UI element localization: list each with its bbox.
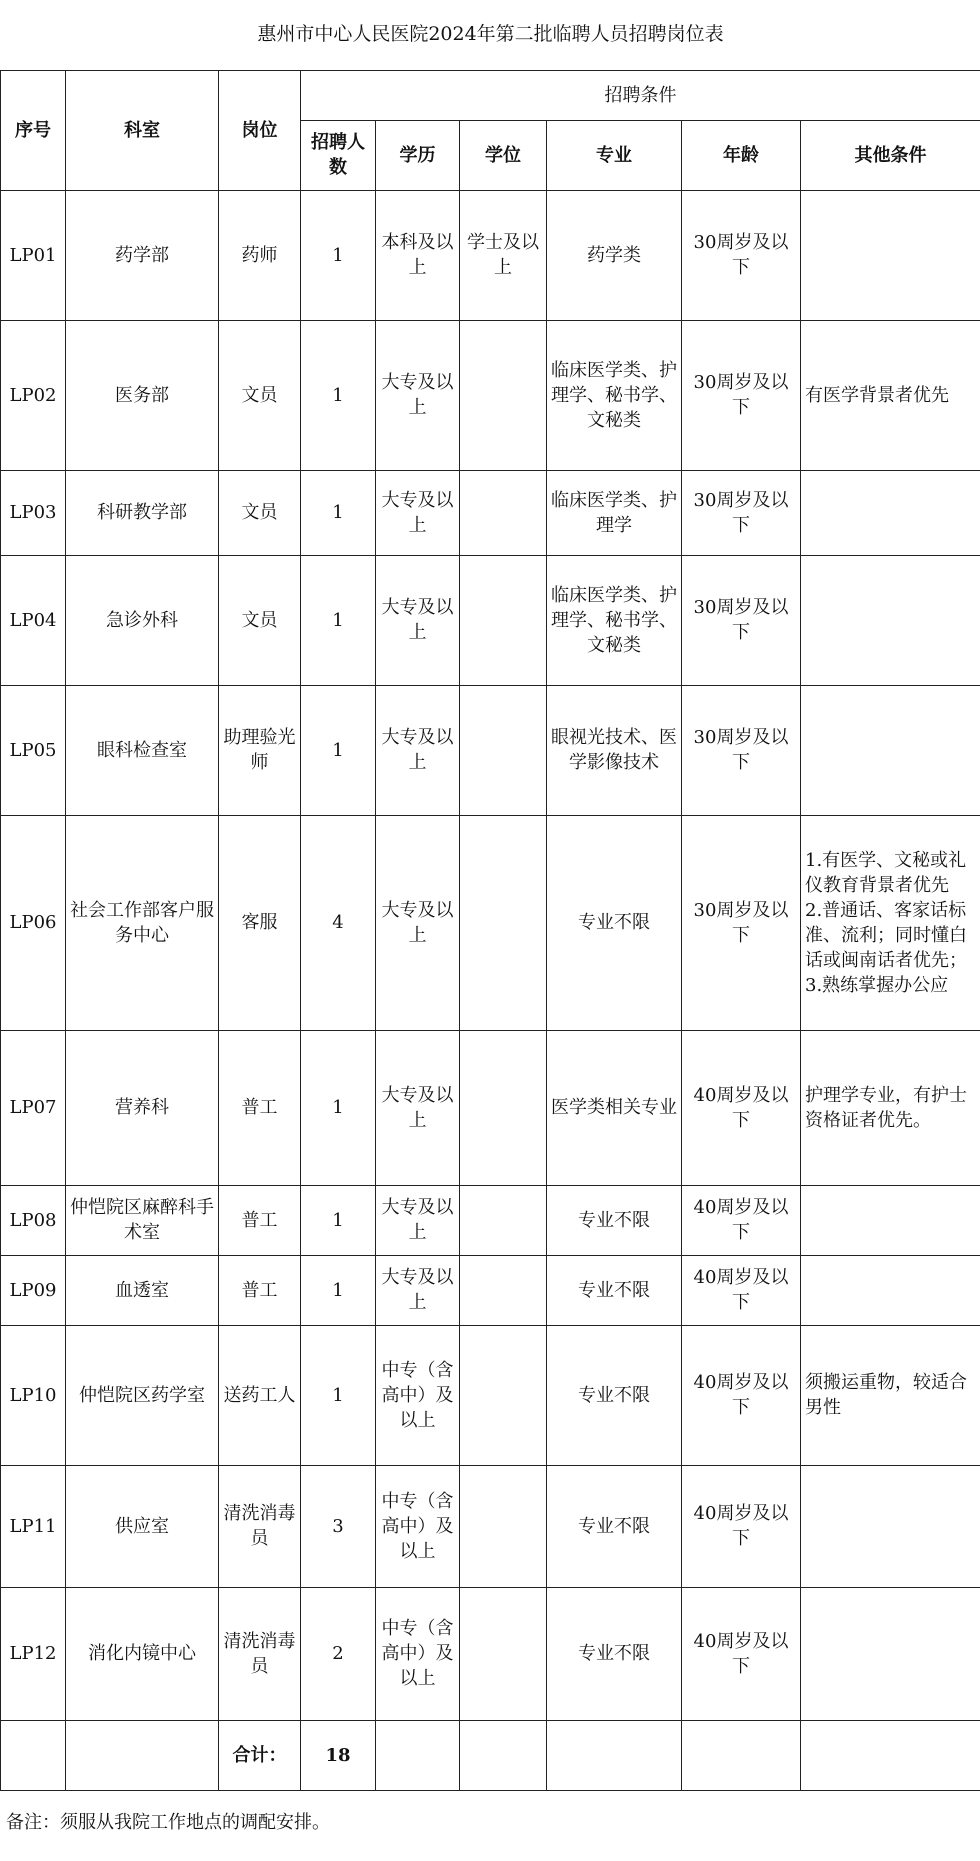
cell-other [801,1255,980,1325]
cell-post: 文员 [219,320,301,470]
cell-other: 1.有医学、文秘或礼仪教育背景者优先 2.普通话、客家话标准、流利；同时懂白话或闽南话者优先； 3.熟练掌握办公应 [801,815,980,1030]
cell-dept: 医务部 [66,320,219,470]
cell-degree [460,815,547,1030]
cell-major: 临床医学类、护理学 [547,470,682,555]
table-row [1,190,980,320]
cell-degree [460,1185,547,1255]
cell-edu: 中专（含高中）及以上 [376,1325,460,1465]
cell-dept: 仲恺院区麻醉科手术室 [66,1185,219,1255]
cell-seq: LP12 [1,1587,66,1720]
cell-other [801,470,980,555]
empty-cell [682,1720,801,1790]
table-row [1,555,980,685]
cell-post: 普工 [219,1185,301,1255]
cell-edu: 大专及以上 [376,685,460,815]
header-other: 其他条件 [801,120,980,190]
cell-major: 专业不限 [547,1465,682,1587]
cell-major: 临床医学类、护理学、秘书学、文秘类 [547,555,682,685]
empty-cell [801,1720,980,1790]
cell-other: 护理学专业，有护士资格证者优先。 [801,1030,980,1185]
cell-age: 40周岁及以下 [682,1587,801,1720]
cell-post: 送药工人 [219,1325,301,1465]
cell-age: 40周岁及以下 [682,1465,801,1587]
cell-count: 1 [301,1255,376,1325]
table-row [1,1325,980,1465]
cell-count: 1 [301,190,376,320]
cell-dept: 消化内镜中心 [66,1587,219,1720]
cell-count: 1 [301,1030,376,1185]
cell-seq: LP05 [1,685,66,815]
cell-age: 40周岁及以下 [682,1030,801,1185]
cell-count: 1 [301,470,376,555]
empty-cell [547,1720,682,1790]
cell-edu: 中专（含高中）及以上 [376,1587,460,1720]
cell-dept: 急诊外科 [66,555,219,685]
cell-seq: LP11 [1,1465,66,1587]
header-seq: 序号 [1,70,66,190]
cell-post: 普工 [219,1255,301,1325]
title-row [1,0,980,70]
table-row [1,1030,980,1185]
cell-major: 医学类相关专业 [547,1030,682,1185]
cell-dept: 营养科 [66,1030,219,1185]
cell-degree [460,470,547,555]
cell-age: 40周岁及以下 [682,1325,801,1465]
cell-degree [460,1030,547,1185]
cell-other [801,1587,980,1720]
header-conditions: 招聘条件 [301,70,980,120]
header-count: 招聘人数 [301,120,376,190]
header-age: 年龄 [682,120,801,190]
cell-other: 须搬运重物，较适合男性 [801,1325,980,1465]
cell-major: 专业不限 [547,1255,682,1325]
cell-edu: 本科及以上 [376,190,460,320]
cell-edu: 大专及以上 [376,555,460,685]
cell-post: 文员 [219,555,301,685]
cell-seq: LP06 [1,815,66,1030]
cell-seq: LP10 [1,1325,66,1465]
empty-cell [376,1720,460,1790]
cell-post: 助理验光师 [219,685,301,815]
cell-other [801,1465,980,1587]
cell-edu: 大专及以上 [376,470,460,555]
table-row [1,815,980,1030]
cell-degree [460,1255,547,1325]
table-title: 惠州市中心人民医院2024年第二批临聘人员招聘岗位表 [1,0,980,70]
cell-major: 专业不限 [547,1325,682,1465]
cell-degree [460,685,547,815]
cell-count: 2 [301,1587,376,1720]
cell-degree [460,1325,547,1465]
cell-major: 眼视光技术、医学影像技术 [547,685,682,815]
cell-edu: 大专及以上 [376,1255,460,1325]
cell-count: 3 [301,1465,376,1587]
cell-age: 30周岁及以下 [682,685,801,815]
cell-count: 1 [301,555,376,685]
cell-major: 药学类 [547,190,682,320]
cell-other [801,555,980,685]
cell-major: 专业不限 [547,1185,682,1255]
cell-edu: 大专及以上 [376,1185,460,1255]
cell-age: 40周岁及以下 [682,1185,801,1255]
cell-count: 1 [301,1185,376,1255]
cell-dept: 药学部 [66,190,219,320]
cell-seq: LP04 [1,555,66,685]
cell-dept: 眼科检查室 [66,685,219,815]
cell-post: 普工 [219,1030,301,1185]
cell-post: 客服 [219,815,301,1030]
cell-post: 文员 [219,470,301,555]
cell-edu: 大专及以上 [376,320,460,470]
cell-edu: 中专（含高中）及以上 [376,1465,460,1587]
table-row [1,1587,980,1720]
cell-age: 30周岁及以下 [682,470,801,555]
cell-degree [460,1587,547,1720]
table-row [1,1185,980,1255]
table-row [1,470,980,555]
cell-dept: 供应室 [66,1465,219,1587]
cell-count: 1 [301,320,376,470]
header-row-1 [1,70,980,120]
cell-seq: LP03 [1,470,66,555]
cell-degree [460,1465,547,1587]
cell-seq: LP01 [1,190,66,320]
cell-age: 40周岁及以下 [682,1255,801,1325]
table-row [1,1255,980,1325]
cell-degree: 学士及以上 [460,190,547,320]
cell-edu: 大专及以上 [376,1030,460,1185]
table-row [1,685,980,815]
header-major: 专业 [547,120,682,190]
cell-count: 4 [301,815,376,1030]
empty-cell [460,1720,547,1790]
cell-other [801,1185,980,1255]
cell-age: 30周岁及以下 [682,190,801,320]
cell-count: 1 [301,685,376,815]
cell-seq: LP09 [1,1255,66,1325]
table-row [1,320,980,470]
cell-seq: LP08 [1,1185,66,1255]
cell-seq: LP02 [1,320,66,470]
cell-other: 有医学背景者优先 [801,320,980,470]
cell-other [801,190,980,320]
cell-degree [460,555,547,685]
cell-major: 临床医学类、护理学、秘书学、文秘类 [547,320,682,470]
header-edu: 学历 [376,120,460,190]
cell-edu: 大专及以上 [376,815,460,1030]
header-degree: 学位 [460,120,547,190]
cell-dept: 仲恺院区药学室 [66,1325,219,1465]
cell-other [801,685,980,815]
header-dept: 科室 [66,70,219,190]
total-value: 18 [301,1720,376,1790]
cell-count: 1 [301,1325,376,1465]
cell-post: 药师 [219,190,301,320]
empty-cell [66,1720,219,1790]
cell-degree [460,320,547,470]
cell-age: 30周岁及以下 [682,320,801,470]
total-label: 合计： [219,1720,301,1790]
empty-cell [1,1720,66,1790]
table-row [1,1465,980,1587]
cell-dept: 科研教学部 [66,470,219,555]
cell-post: 清洗消毒员 [219,1587,301,1720]
cell-post: 清洗消毒员 [219,1465,301,1587]
cell-major: 专业不限 [547,1587,682,1720]
footer-note: 备注：须服从我院工作地点的调配安排。 [6,1812,330,1833]
cell-major: 专业不限 [547,815,682,1030]
total-row [1,1720,980,1790]
cell-dept: 社会工作部客户服务中心 [66,815,219,1030]
header-post: 岗位 [219,70,301,190]
cell-age: 30周岁及以下 [682,555,801,685]
cell-dept: 血透室 [66,1255,219,1325]
cell-seq: LP07 [1,1030,66,1185]
cell-age: 30周岁及以下 [682,815,801,1030]
